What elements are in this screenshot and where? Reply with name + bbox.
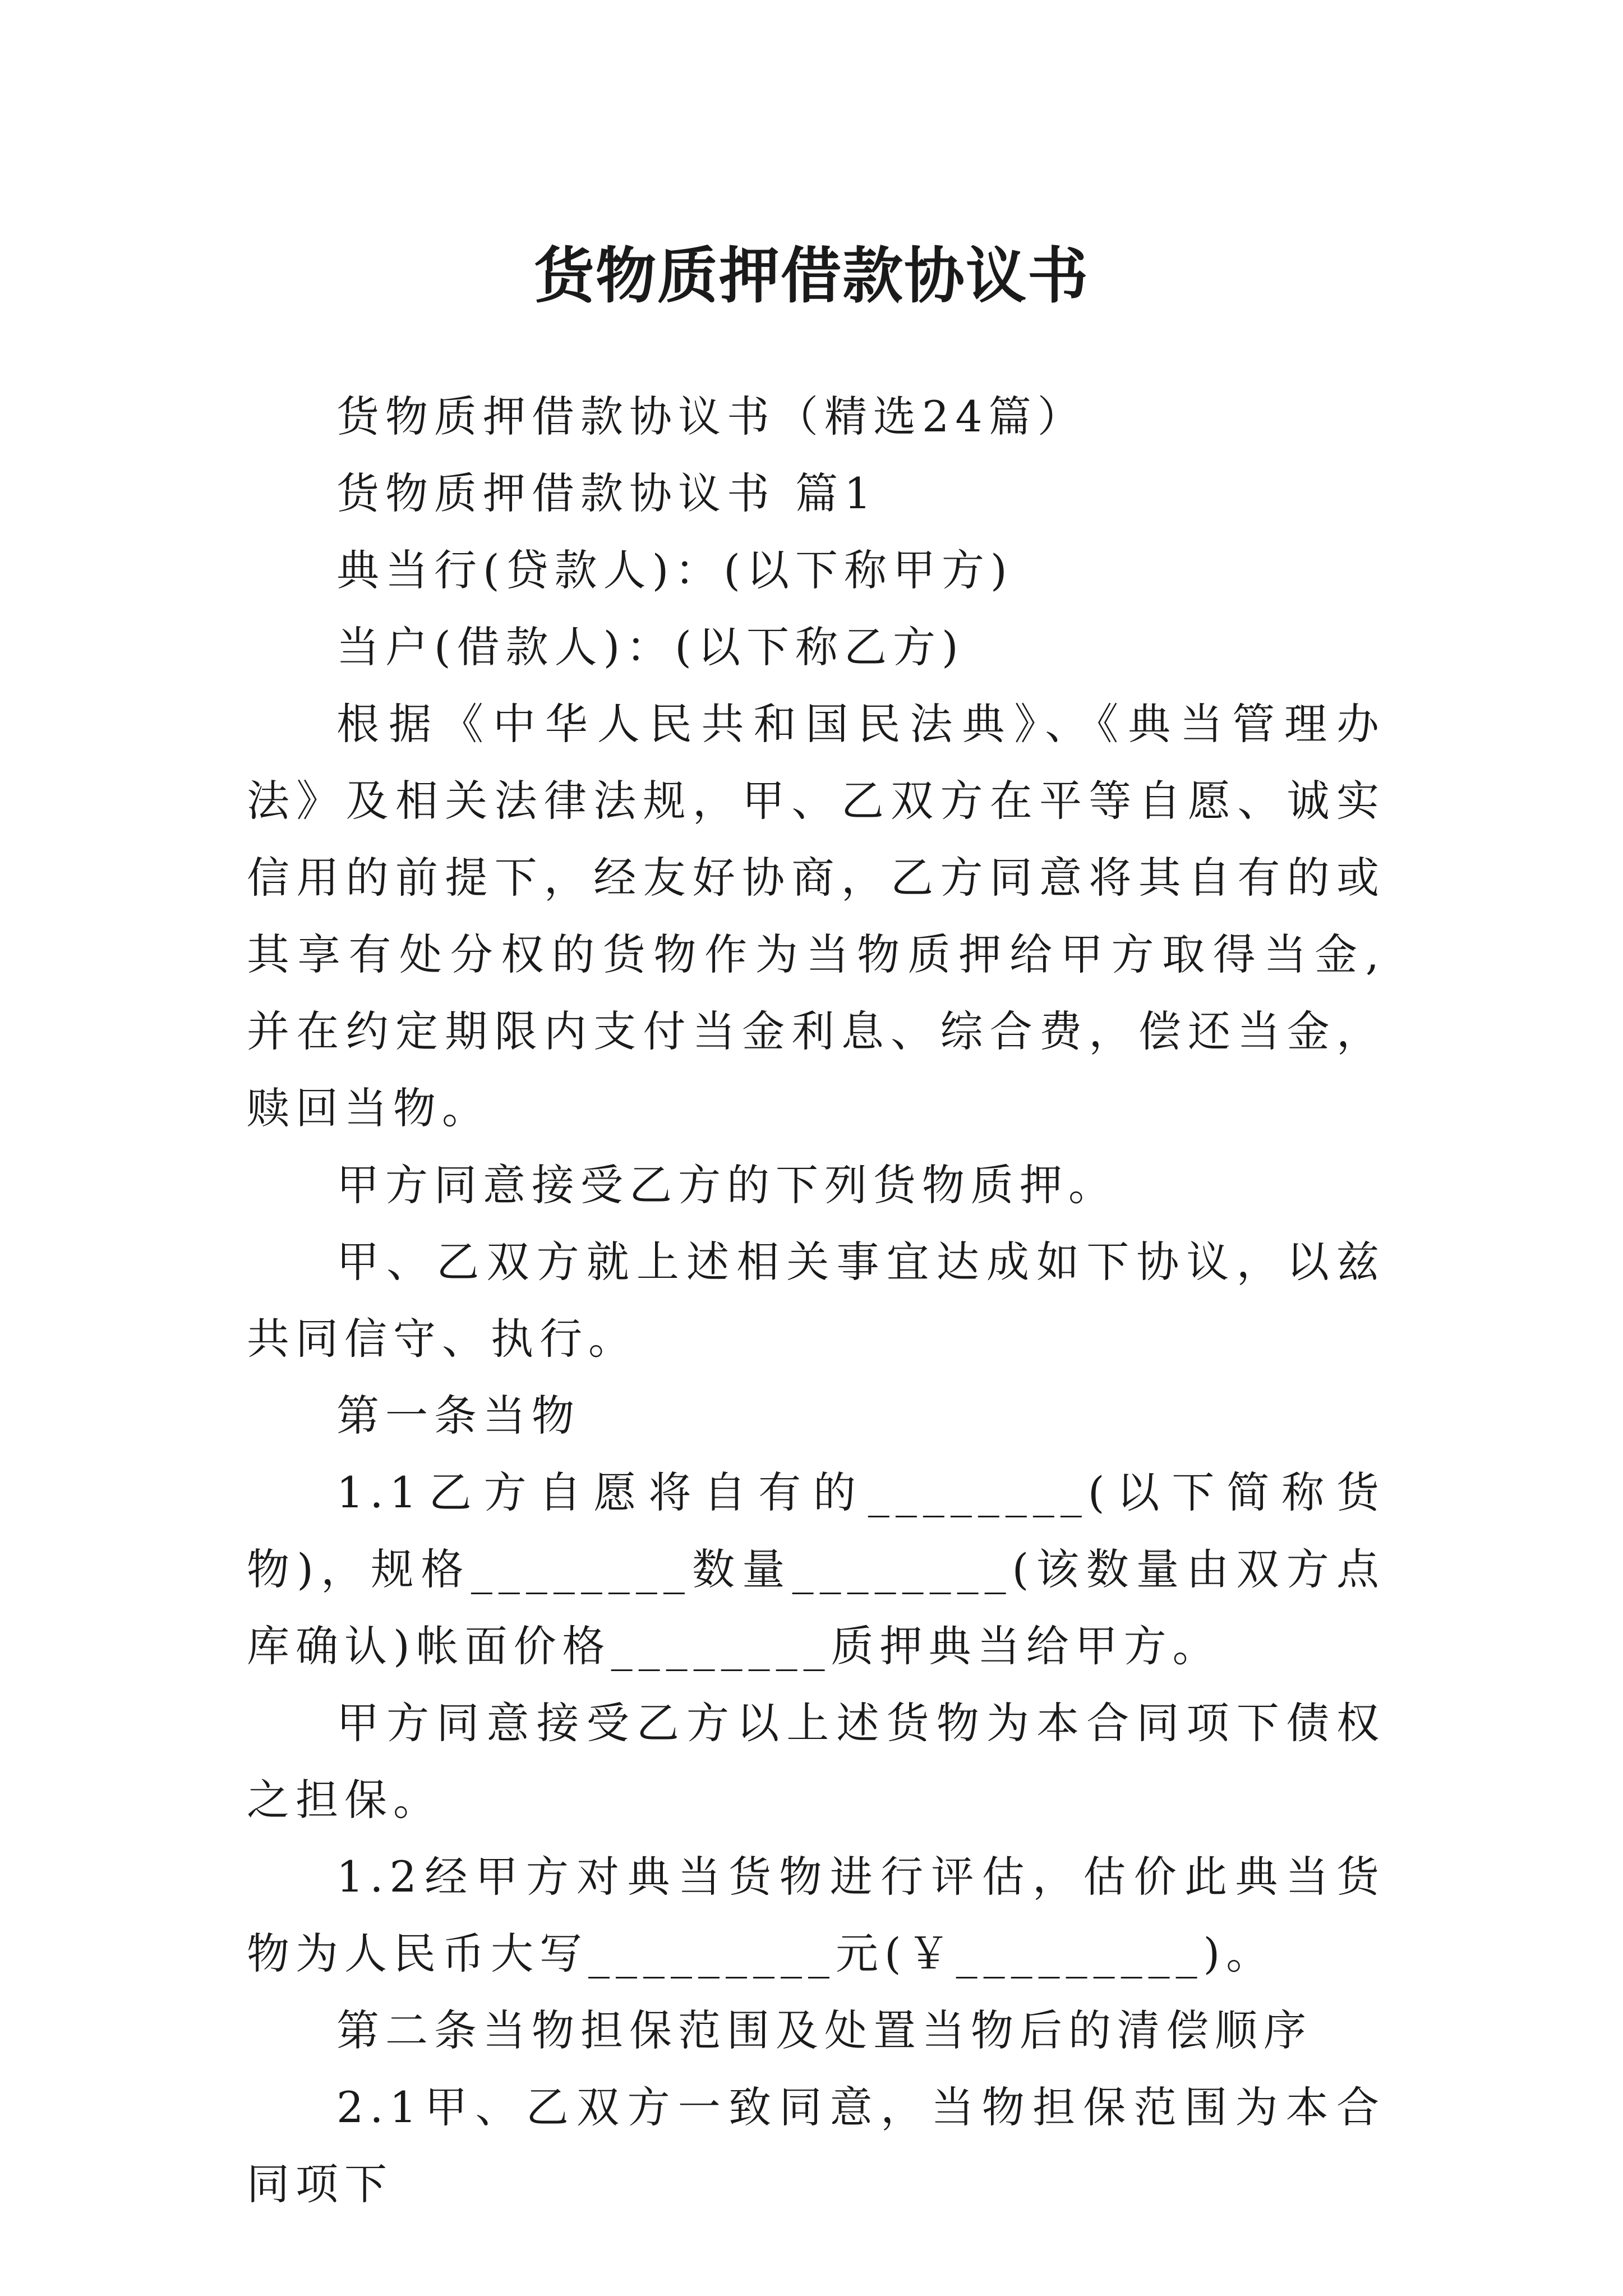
paragraph-acceptance: 甲方同意接受乙方的下列货物质押。 [336, 1160, 1117, 1210]
paragraph-preamble: 根据《中华人民共和国民法典》、《典当管理办法》及相关法律法规，甲、乙双方在平等自愿、诚实信用的前提下，经友好协商，乙方同意将其自有的或其享有处分权的货物作为当物质押给甲方取得当金,并在约定期限内支付当金利息、综合费，偿还当金，赎回当物。 [247, 699, 1385, 1133]
paragraph-clause-2-1: 2.1甲、乙双方一致同意，当物担保范围为本合同项下 [247, 2082, 1385, 2209]
paragraph-party-b: 当户(借款人)：(以下称乙方) [336, 622, 965, 672]
paragraph-guarantee: 甲方同意接受乙方以上述货物为本合同项下债权之担保。 [247, 1698, 1385, 1825]
paragraph-clause-1-1: 1.1乙方自愿将自有的________(以下简称货物)，规格________数量________(该数量由双方点库确认)帐面价格________质押典当给甲方。 [247, 1467, 1385, 1671]
document-title: 货物质押借款协议书 [533, 241, 1089, 312]
paragraph-clause-1-2: 1.2经甲方对典当货物进行评估，估价此典当货物为人民币大写_________元(￥_________)。 [247, 1852, 1385, 1978]
paragraph-subtitle: 货物质押借款协议书（精选24篇） [336, 392, 1086, 441]
paragraph-article-1-heading: 第一条当物 [336, 1391, 580, 1441]
paragraph-party-a: 典当行(贷款人)：(以下称甲方) [336, 545, 1013, 595]
paragraph-section-heading: 货物质押借款协议书 篇1 [336, 468, 878, 518]
document-body [247, 378, 1385, 2223]
paragraph-agreement: 甲、乙双方就上述相关事宜达成如下协议，以兹共同信守、执行。 [247, 1237, 1385, 1364]
paragraph-article-2-heading: 第二条当物担保范围及处置当物后的清偿顺序 [336, 2005, 1312, 2055]
